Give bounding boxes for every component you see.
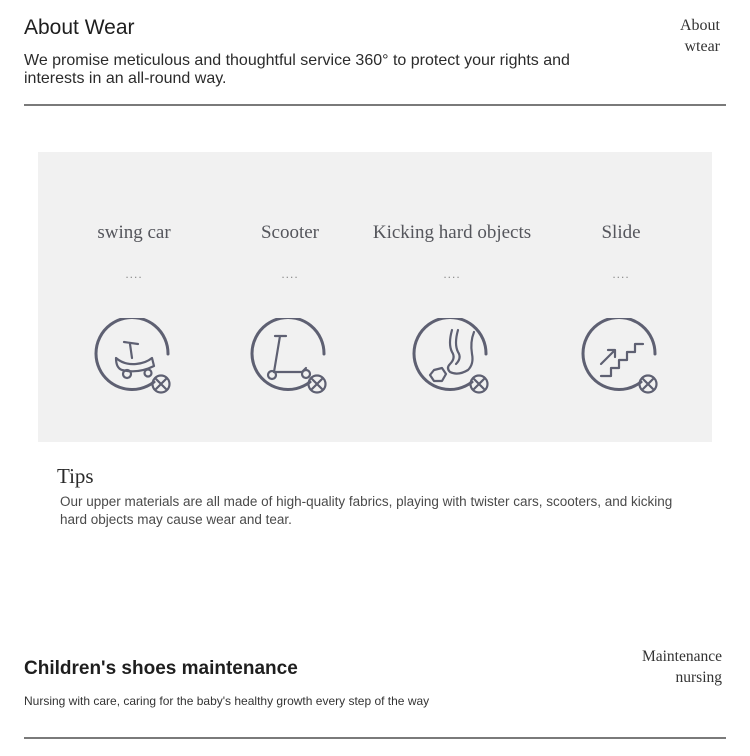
activity-swing-car bbox=[54, 152, 214, 442]
activity-dots: .... bbox=[612, 267, 630, 281]
section-subtitle: Nursing with care, caring for the baby's healthy growth every step of the way bbox=[24, 694, 430, 708]
swing-car-icon bbox=[94, 318, 174, 398]
activity-kicking-hard-objects bbox=[372, 152, 532, 442]
activity-slide bbox=[541, 152, 701, 442]
activity-label: Scooter bbox=[260, 222, 320, 243]
divider bbox=[24, 737, 726, 739]
kicking-hard-objects-icon bbox=[412, 318, 492, 398]
page-title: About Wear bbox=[24, 16, 135, 39]
section-side-caption bbox=[642, 646, 722, 688]
activity-dots: .... bbox=[281, 267, 299, 281]
section-title: Children's shoes maintenance bbox=[24, 658, 298, 679]
page-subtitle: We promise meticulous and thoughtful service 360° to protect your rights and interests in an all-round way. bbox=[24, 52, 570, 87]
activity-label: Slide bbox=[601, 222, 641, 243]
activity-label: swing car bbox=[97, 222, 171, 243]
activity-label: Kicking hard objects bbox=[372, 222, 532, 243]
side-caption bbox=[680, 15, 720, 57]
slide-icon bbox=[581, 318, 661, 398]
scooter-icon bbox=[250, 318, 330, 398]
activity-dots: .... bbox=[125, 267, 143, 281]
activity-scooter bbox=[210, 152, 370, 442]
side-caption-line-1: About bbox=[680, 17, 720, 34]
tips-text: Our upper materials are all made of high-quality fabrics, playing with twister cars, scooters, and kicking hard objects may cause wear and tear. bbox=[60, 494, 673, 527]
section-side-caption-line-2: nursing bbox=[675, 669, 722, 686]
activities-panel bbox=[38, 152, 712, 442]
section-side-caption-line-1: Maintenance bbox=[641, 648, 722, 665]
side-caption-line-2: wtear bbox=[684, 38, 720, 55]
tips-title: Tips bbox=[57, 464, 94, 488]
activity-dots: .... bbox=[443, 267, 461, 281]
divider bbox=[24, 104, 726, 106]
